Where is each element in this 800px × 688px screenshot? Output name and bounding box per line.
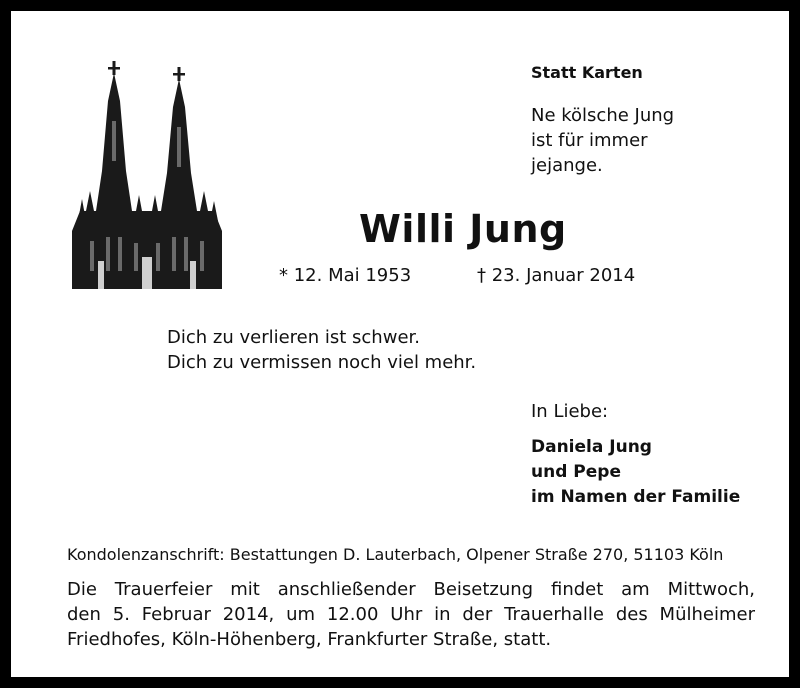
death-date: † 23. Januar 2014 [477, 265, 636, 286]
quote-line: ist für immer [531, 130, 648, 151]
condolence-address: Kondolenzanschrift: Bestattungen D. Lauterbach, Olpener Straße 270, 51103 Köln [67, 545, 724, 564]
memorial-verse [167, 325, 476, 375]
verse-line: Dich zu verlieren ist schwer. [167, 327, 420, 348]
quote-line: Ne kölsche Jung [531, 105, 675, 126]
birth-date: * 12. Mai 1953 [279, 265, 412, 286]
mourner-line: Daniela Jung [531, 437, 652, 457]
funeral-line: Die Trauerfeier mit anschließender Beisetzung findet am Mittwoch, [67, 579, 755, 600]
in-liebe-label: In Liebe: [531, 401, 609, 422]
quote-line: jejange. [531, 155, 603, 176]
mourner-names [531, 435, 740, 510]
cologne-cathedral-icon [72, 61, 222, 289]
mourner-line: im Namen der Familie [531, 487, 741, 507]
koelsch-quote [531, 103, 674, 178]
deceased-name: Willi Jung [359, 207, 567, 251]
mourner-line: und Pepe [531, 462, 621, 482]
funeral-line: den 5. Februar 2014, um 12.00 Uhr in der Trauerhalle des Mülheimer [67, 604, 755, 625]
verse-line: Dich zu vermissen noch viel mehr. [167, 352, 477, 373]
funeral-line: Friedhofes, Köln-Höhenberg, Frankfurter Straße, statt. [67, 629, 552, 650]
statt-karten-label: Statt Karten [531, 63, 643, 82]
funeral-notice [67, 577, 755, 652]
